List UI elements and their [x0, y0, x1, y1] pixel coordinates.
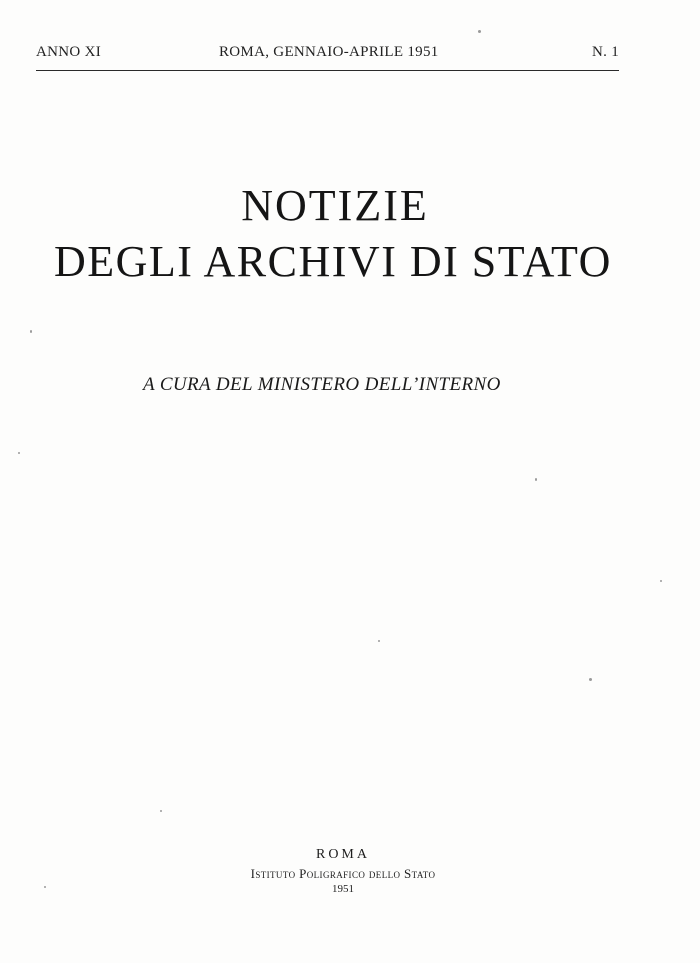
- imprint-city: ROMA: [315, 847, 370, 862]
- scan-speck: [18, 452, 20, 454]
- issue-number: N. 1: [592, 44, 620, 60]
- scan-speck: [478, 30, 481, 33]
- subtitle: A CURA DEL MINISTERO DELL’INTERNO: [143, 374, 501, 395]
- scan-speck: [378, 640, 380, 642]
- header-rule: [36, 70, 619, 71]
- scan-speck: [660, 580, 662, 582]
- volume-label: ANNO XI: [36, 44, 102, 60]
- scan-speck: [535, 478, 537, 481]
- place-date-label: ROMA, GENNAIO-APRILE 1951: [219, 44, 439, 60]
- title-line-1: [0, 180, 700, 231]
- title-line-1-text: NOTIZIE: [241, 181, 429, 230]
- imprint-year: 1951: [332, 883, 354, 895]
- scan-speck: [160, 810, 162, 812]
- scan-speck: [589, 678, 592, 681]
- scan-speck: [30, 330, 32, 333]
- title-line-2: DEGLI ARCHIVI DI STATO: [54, 237, 612, 286]
- imprint-publisher: Istituto Poligrafico dello Stato: [250, 866, 436, 881]
- scan-speck: [44, 886, 46, 888]
